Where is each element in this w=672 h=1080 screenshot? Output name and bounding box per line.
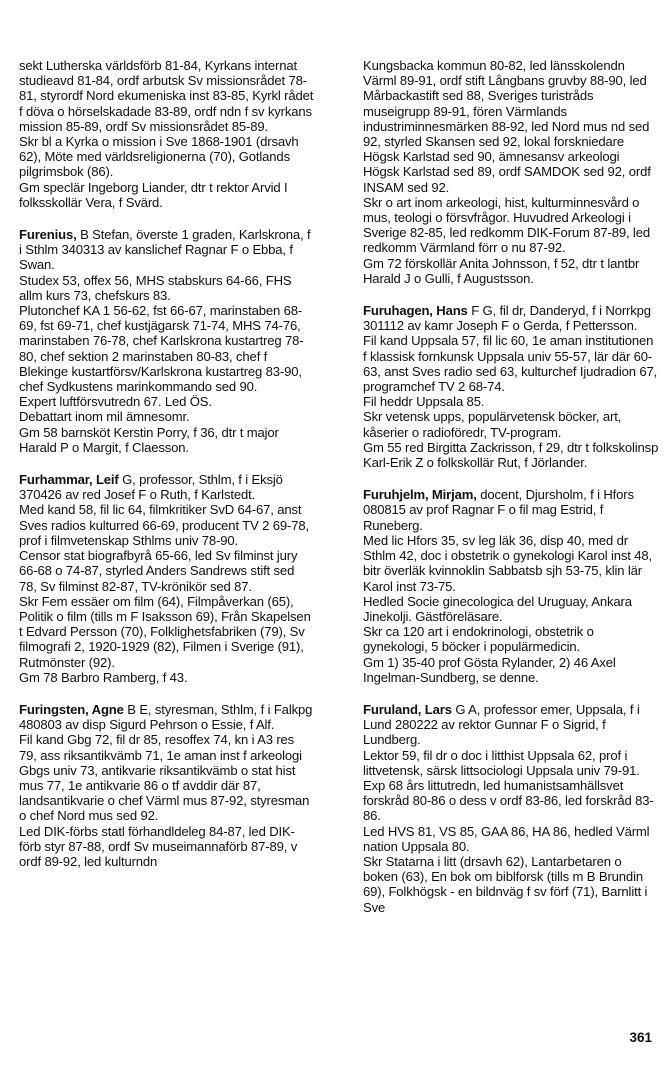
entry-header (363, 487, 659, 533)
entry-paragraph: Gm 1) 35-40 prof Gösta Rylander, 2) 46 Axel Ingelman-Sundberg, se denne. (363, 654, 616, 685)
entry-header (19, 227, 315, 273)
entry-paragraph: Led DIK-förbs statl förhandldeleg 84-87, led DIK-förb styr 87-88, ordf Sv museimannaförb 87-89, v ordf 89-92, led kulturndn (19, 823, 298, 869)
entry-header-text: F G, fil dr, Danderyd, f i Norrkpg 301112 av kamr Joseph F o Gerda, f Pettersson. (363, 303, 651, 334)
biography-entry (363, 702, 659, 915)
entry-paragraph: Skr bl a Kyrka o mission i Sve 1868-1901 (drsavh 62), Möte med världsreligionerna (70), Gotlands pilgrimsbok (86). (19, 134, 299, 180)
entry-paragraph: Gm speclär Ingeborg Liander, dtr t rektor Arvid I folksskollär Vera, f Svärd. (19, 179, 288, 210)
entry-header (363, 303, 659, 333)
biography-entry (363, 303, 659, 470)
continued-entry (363, 58, 659, 286)
biography-entry (363, 487, 659, 685)
biography-entry (19, 472, 315, 685)
entry-header (19, 702, 315, 732)
biography-entry (19, 702, 315, 869)
entry-header-text: docent, Djursholm, f i Hfors 080815 av prof Ragnar F o fil mag Estrid, f Runeberg. (363, 487, 634, 533)
entry-paragraph: Skr Fem essäer om film (64), Filmpåverkan (65), Politik o film (tills m F Isaksson 69), Från Skapelsen t Edvard Persson (70), Folklighetsfabriken (79), Sv filmografi 2, 1920-1929 (82), Filmen i Sverige (91), Rutmönster (92). (19, 593, 311, 670)
entry-header (19, 472, 315, 502)
entry-paragraph: Med lic Hfors 35, sv leg läk 36, disp 40, med dr Sthlm 42, doc i obstetrik o gynekologi Karol inst 48, bitr överläk kvinnoklin Sabbatsb sjh 53-75, klin lär Karol inst 73-75. (363, 532, 652, 594)
entry-paragraph: Expert luftförsvutredn 67. Led ÖS. (19, 394, 212, 410)
entry-paragraph: Gm 55 red Birgitta Zackrisson, f 29, dtr t folkskolinsp Karl-Erik Z o folkskollär Rut, f Jörlander. (363, 439, 659, 471)
entry-paragraph: Skr o art inom arkeologi, hist, kulturminnesvård o mus, teologi o försvfrågor. Huvudred Arkeologi i Sverige 82-85, led redkomm DIK-Forum 87-89, led redkomm Värmland förr o nu 87-92. (363, 194, 650, 256)
entry-header-text: G A, professor emer, Uppsala, f i Lund 280222 av rektor Gunnar F o Sigrid, f Lundberg. (363, 701, 640, 748)
entry-paragraph: Gm 58 barnsköt Kerstin Porry, f 36, dtr t major Harald P o Margit, f Claesson. (19, 424, 279, 455)
entry-name: Furingsten, Agne (19, 701, 124, 717)
entry-name: Furhammar, Leif (19, 472, 119, 488)
entry-paragraph: Plutonchef KA 1 56-62, fst 66-67, marinstaben 68-69, fst 69-71, chef kustjägarsk 71-74, MHS 74-76, marinstaben 76-78, chef Karlskrona kustartreg 78-80, chef sektion 2 marinstaben 80-83, chef f Blekinge kustartförsv/Karlskrona kustartreg 83-90, chef Sydkustens marinkommando sed 90. (19, 303, 304, 395)
entry-header-text: B Stefan, överste 1 graden, Karlskrona, f i Sthlm 340313 av kanslichef Ragnar F o Ebba, f Swan. (19, 227, 311, 273)
entry-paragraph: Gm 78 Barbro Ramberg, f 43. (19, 669, 188, 685)
entry-paragraph: Fil kand Gbg 72, fil dr 85, resoffex 74, kn i A3 res 79, ass riksantikvämb 71, 1e aman inst f arkeologi Gbgs univ 73, antikvarie riksantikvämb o stat hist mus 77, 1e antikvarie 86 o tf avddir där 87, landsantikvarie o chef Värml mus 87-92, styresman o chef Nord mus sed 92. (19, 732, 310, 824)
right-column (363, 58, 659, 932)
page-number: 361 (629, 1030, 652, 1045)
entry-paragraph: Lektor 59, fil dr o doc i litthist Uppsala 62, prof i littvetensk, särsk littsociologi Uppsala univ 79-91. (363, 747, 640, 778)
entry-paragraph: Fil heddr Uppsala 85. (363, 394, 485, 410)
left-column (19, 58, 315, 886)
entry-paragraph: Censor stat biografbyrå 65-66, led Sv filminst jury 66-68 o 74-87, styrled Anders Sandrews stift sed 78, Sv filminst 82-87, TV-krönikör sed 87. (19, 548, 298, 594)
entry-paragraph: Hedled Socie ginecologica del Uruguay, Ankara Jinekolji. Gästföreläsare. (363, 593, 632, 624)
entry-name: Furuhagen, Hans (363, 303, 468, 319)
entry-paragraph: Kungsbacka kommun 80-82, led länsskolendn Värml 89-91, ordf stift Långbans gruvby 88-90, led Mårbackastift sed 88, Sveriges turistråds museigrupp 89-91, fören Värmlands industriminnesmärken 88-92, led Nord mus nd sed 92, styrled Skansen sed 92, lokal forskniedare Högsk Karlstad sed 90, ämnesansv arkeologi Högsk Karlstad sed 89, ordf SAMDOK sed 92, ordf INSAM sed 92. (363, 58, 651, 195)
entry-paragraph: Med kand 58, fil lic 64, filmkritiker SvD 64-67, anst Sves radios kulturred 66-69, producent TV 2 69-78, prof i filmvetenskap Sthlms univ 78-90. (19, 502, 309, 548)
entry-header-text: B E, styresman, Sthlm, f i Falkpg 480803 av disp Sigurd Pehrson o Essie, f Alf. (19, 701, 313, 733)
entry-header (363, 702, 659, 748)
biography-entry (19, 227, 315, 455)
entry-paragraph: Debattart inom mil ämnesomr. (19, 409, 190, 425)
entry-name: Furuland, Lars (363, 701, 452, 717)
entry-paragraph: Skr vetensk upps, populärvetensk böcker, art, kåserier o radioföredr, TV-program. (363, 409, 622, 440)
entry-paragraph: Led HVS 81, VS 85, GAA 86, HA 86, hedled Värml nation Uppsala 80. (363, 823, 650, 854)
entry-paragraph: Fil kand Uppsala 57, fil lic 60, 1e aman institutionen f klassisk fornkunsk Uppsala univ 55-57, lär där 60-63, anst Sves radio sed 63, kulturchef Ijudradion 67, programchef TV 2 68-74. (363, 333, 658, 395)
entry-name: Furuhjelm, Mirjam, (363, 487, 477, 503)
entry-paragraph: Skr ca 120 art i endokrinologi, obstetrik o gynekologi, 5 böcker i populärmedicin. (363, 624, 594, 655)
entry-header-text: G, professor, Sthlm, f i Eksjö 370426 av red Josef F o Ruth, f Karlstedt. (19, 472, 283, 503)
entry-paragraph: Gm 72 förskollär Anita Johnsson, f 52, dtr t lantbr Harald J o Gulli, f Augustsson. (363, 255, 640, 286)
entry-paragraph: sekt Lutherska världsförb 81-84, Kyrkans internat studieavd 81-84, ordf arbutsk Sv missionsrådet 78-81, styrordf Nord ekumeniska inst 83-85, Kyrkl rådet f döva o hörselskadade 83-89, ordf ndn f sv kyrkans mission 85-89, ordf Sv missionsrådet 85-89. (19, 58, 314, 134)
entry-name: Furenius, (19, 227, 77, 243)
entry-paragraph: Skr Statarna i litt (drsavh 62), Lantarbetaren o boken (63), En bok om biblforsk (tills m B Brundin 69), Folkhögsk - en bildnväg f sv förf (71), Barnlitt i Sve (363, 853, 648, 915)
continued-entry (19, 58, 315, 210)
entry-paragraph: Studex 53, offex 56, MHS stabskurs 64-66, FHS allm kurs 73, chefskurs 83. (19, 272, 292, 303)
entry-paragraph: Exp 68 års littutredn, led humanistsamhällsvet forskråd 80-86 o dess v ordf 83-86, led forskråd 83-86. (363, 777, 654, 824)
